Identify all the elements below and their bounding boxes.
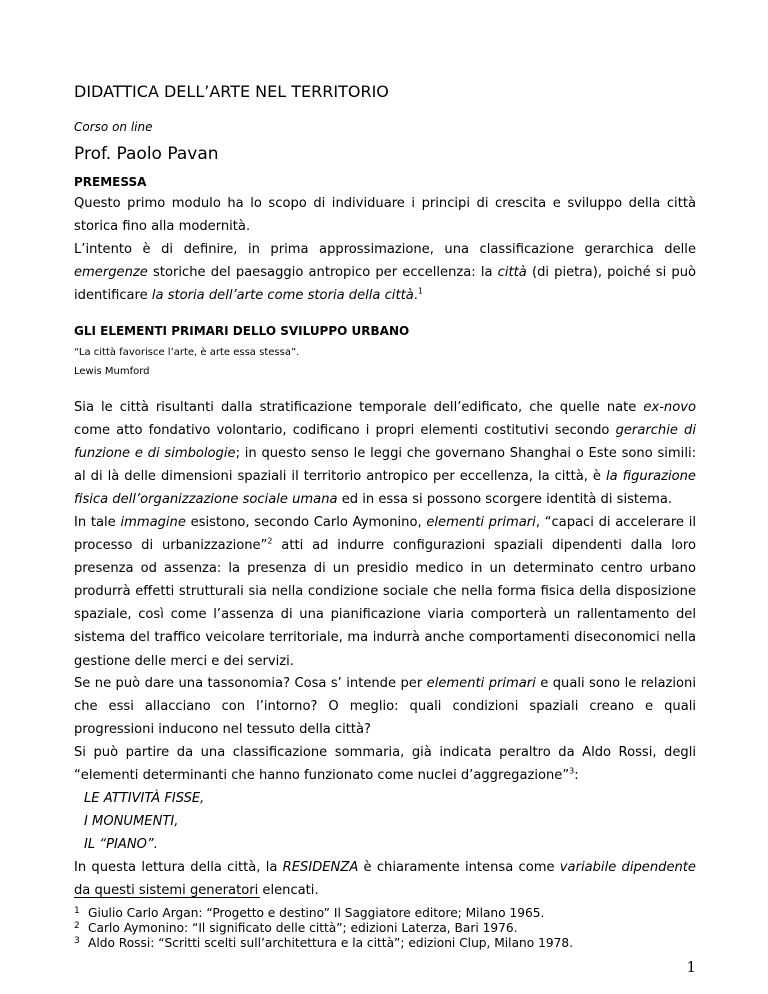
premessa-heading: PREMESSA	[74, 175, 147, 189]
footnote-ref-1: 1	[417, 286, 423, 296]
footnote-ref-3: 3	[569, 766, 575, 776]
section-paragraph-1: Sia le città risultanti dalla stratificazione temporale dell’edificato, che quelle nate ex-novo come atto fondativo volontario, codificano i propri elementi costitutivi secondo gerarchie di funzione e di simbologie; in questo senso le leggi che governano Shanghai o Este sono simili: al di là delle dimensioni spaziali il territorio antropico per eccellenza, la città, è la figurazione fisica dell’organizzazione sociale umana ed in essa si possono scorgere identità di sistema.	[74, 400, 697, 508]
section-paragraph-5: In questa lettura della città, la RESIDENZA è chiaramente intensa come variabile dipendente da questi sistemi generatori elencati.	[74, 860, 696, 899]
footnote-item: 1 Giulio Carlo Argan: “Progetto e destino” Il Saggiatore editore; Milano 1965.	[74, 906, 545, 920]
course-subtitle: Corso on line	[74, 120, 153, 134]
section-paragraph-3: Se ne può dare una tassonomia? Cosa s’ intende per elementi primari e quali sono le relazioni che essi allacciano con l’intorno? O meglio: quali condizioni spaziali creano e quali progressioni inducono nel tessuto della città?	[74, 676, 696, 738]
author-name: Prof. Paolo Pavan	[74, 144, 219, 164]
section-heading: GLI ELEMENTI PRIMARI DELLO SVILUPPO URBANO	[74, 324, 410, 338]
premessa-paragraph-1: Questo primo modulo ha lo scopo di individuare i principi di crescita e sviluppo della città storica fino alla modernità.	[74, 196, 696, 235]
footnote-item: 3 Aldo Rossi: “Scritti scelti sull’architettura e la città”; edizioni Clup, Milano 1978.	[74, 936, 573, 950]
footnote-ref-2: 2	[267, 536, 273, 546]
primary-elements-list	[84, 787, 204, 856]
section-paragraph-2: In tale immagine esistono, secondo Carlo Aymonino, elementi primari, “capaci di accelerare il processo di urbanizzazione”$^2$ atti ad indurre configurazioni spaziali dipendenti dalla loro presenza od assenza: la presenza di un presidio medico in un determinato centro urbano produrrà effetti strutturali sia nella condizione sociale che nella forma fisica della disposizione spaziale, così come l’assenza di una pianificazione viaria comporterà un rallentamento del sistema del traffico veicolare territoriale, ma indurrà anche comportamenti diseconomici nella gestione delle merci e dei servizi.	[74, 515, 696, 669]
page-number: 1	[686, 958, 696, 976]
premessa-paragraph-2: L’intento è di definire, in prima approssimazione, una classificazione gerarchica delle emergenze storiche del paesaggio antropico per eccellenza: la città (di pietra), poiché si può identificare la storia dell’arte come storia della città.$^1$	[74, 242, 697, 304]
footnotes	[74, 906, 573, 951]
list-item: IL “PIANO”.	[84, 837, 158, 853]
footnote-item: 2 Carlo Aymonino: “Il significato delle città”; edizioni Laterza, Bari 1976.	[74, 921, 518, 935]
section-paragraph-4: Si può partire da una classificazione sommaria, già indicata peraltro da Aldo Rossi, degli “elementi determinanti che hanno funzionato come nuclei d’aggregazione”$^3$:	[74, 745, 696, 784]
list-item: I MONUMENTI,	[84, 814, 179, 830]
epigraph-author: Lewis Mumford	[74, 366, 150, 377]
epigraph-quote: “La città favorisce l’arte, è arte essa stessa”.	[74, 347, 300, 358]
footnote-separator	[74, 897, 260, 898]
document-title: DIDATTICA DELL’ARTE NEL TERRITORIO	[74, 82, 389, 101]
list-item: LE ATTIVITÀ FISSE,	[84, 791, 205, 806]
